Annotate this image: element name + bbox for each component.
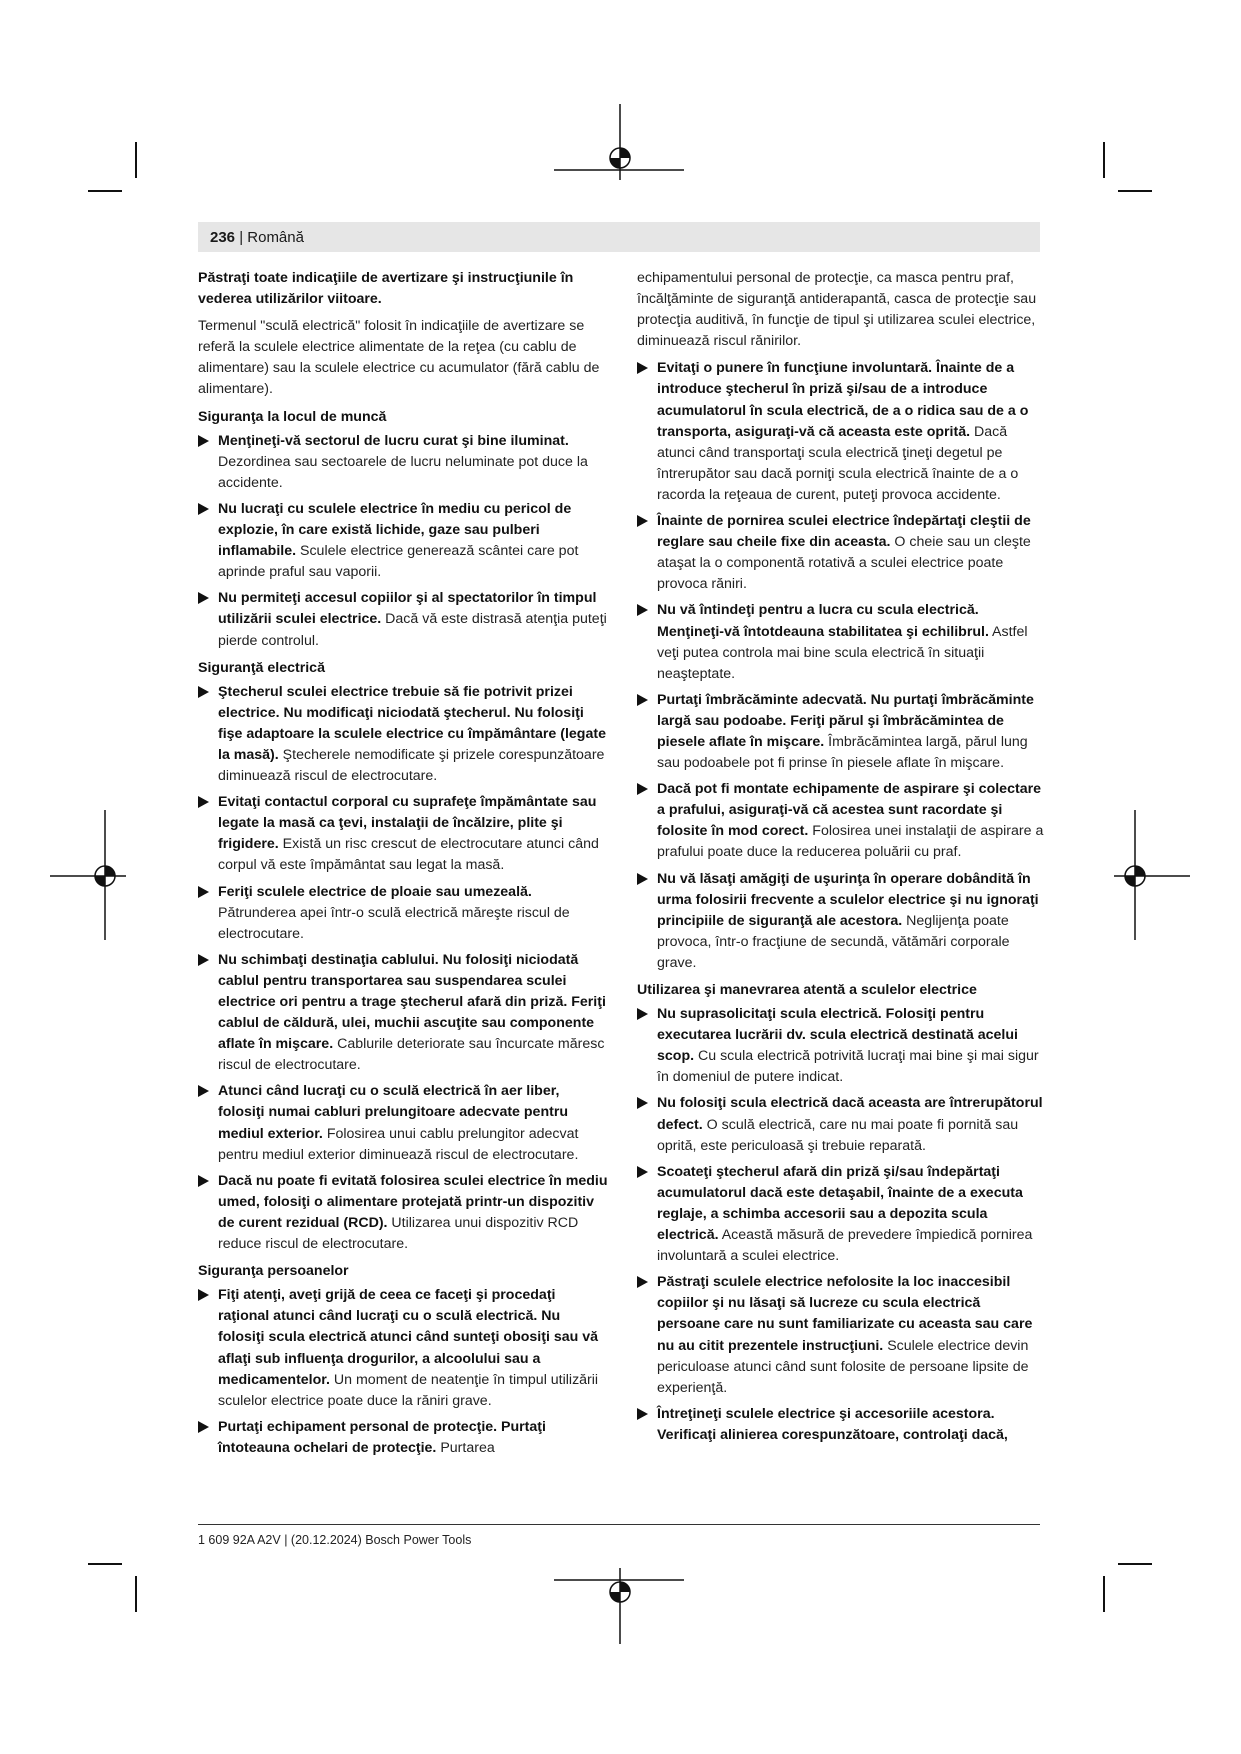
crop-mark [135, 1576, 137, 1612]
section-heading: Siguranţă electrică [198, 659, 325, 676]
right-column [637, 268, 1047, 1451]
warning-bold: Purtaţi echipament personal de protecţie. Purtaţi întoteauna ochelari de protecţie. [218, 1418, 546, 1456]
warning-item [637, 1272, 1047, 1399]
warning-text: O cheie sau un cleşte ataşat la o componentă rotativă a sculei electrice poate provoca răniri. [657, 534, 1031, 593]
bullet-arrow-icon [198, 954, 209, 966]
bullet-arrow-icon [198, 686, 209, 698]
warning-bold: Ştecherul sculei electrice trebuie să fie potrivit prizei electrice. Nu modificaţi niciodată ştecherul. Nu folosiţi fişe adaptoare la sculele electrice cu împământare (legate la masă). [218, 683, 606, 763]
warning-text: Există un risc crescut de electrocutare atunci când corpul vă este împământat sau legat la masă. [218, 836, 599, 874]
warning-bold: Scoateţi ştecherul afară din priză şi/sau îndepărtaţi acumulatorul dacă este detaşabil, înainte de a executa reglaje, a schimba accesorii sau a depozita scula electrică. [657, 1163, 1023, 1244]
warning-bold: Dacă pot fi montate echipamente de aspirare şi colectare a prafului, asiguraţi-vă că acestea sunt racordate şi folosite în mod corect. [657, 781, 1041, 840]
warning-item [198, 792, 608, 876]
bullet-arrow-icon [637, 1166, 648, 1178]
warning-text: Neglijenţa poate provoca, într-o fracţiune de secundă, vătămări corporale grave. [657, 912, 1010, 971]
warning-text: Purtarea [436, 1439, 495, 1456]
registration-mark-right [1110, 810, 1190, 940]
warning-text: O sculă electrică, care nu mai poate fi pornită sau oprită, este periculoasă şi trebuie reparată. [657, 1116, 1019, 1154]
crop-mark [1118, 190, 1152, 192]
bullet-arrow-icon [637, 515, 648, 527]
bullet-arrow-icon [637, 783, 648, 795]
warning-text: Sculele electrice devin periculoase atunci când sunt folosite de persoane lipsite de experienţă. [657, 1337, 1029, 1396]
continued-text: echipamentului personal de protecţie, ca masca pentru praf, încălţăminte de siguranţă antiderapantă, casca de protecţie sau protecţia auditivă, în funcţie de tipul şi utilizarea sculei electrice, diminuează riscul rănirilor. [637, 270, 1037, 350]
warning-bold: Nu permiteţi accesul copiilor şi al spectatorilor în timpul utilizării sculei electrice. [218, 590, 597, 628]
registration-mark-top [554, 104, 684, 184]
warning-item [637, 869, 1047, 974]
warning-bold: Menţineţi-vă sectorul de lucru curat şi bine iluminat. [218, 432, 569, 449]
bullet-arrow-icon [637, 694, 648, 706]
section-list [198, 1285, 608, 1459]
warning-item [637, 1093, 1047, 1156]
bullet-arrow-icon [198, 435, 209, 447]
bullet-arrow-icon [637, 1408, 648, 1420]
warning-item [198, 1081, 608, 1165]
warning-text: Dezordinea sau sectoarele de lucru neluminate pot duce la accidente. [218, 453, 588, 491]
bullet-arrow-icon [198, 503, 209, 515]
registration-mark-bottom [554, 1568, 684, 1648]
page-header [210, 229, 304, 246]
bullet-arrow-icon [637, 1276, 648, 1288]
warning-item [198, 588, 608, 651]
warning-item [198, 431, 608, 494]
warning-bold: Nu folosiţi scula electrică dacă aceasta are întrerupătorul defect. [657, 1095, 1043, 1133]
intro-warning: Păstraţi toate indicaţiile de avertizare şi instrucţiunile în vederea utilizărilor viitoare. [198, 270, 574, 308]
warning-text: Dacă vă este distrasă atenţia puteţi pierde controlul. [218, 611, 607, 649]
crop-mark [1103, 1576, 1105, 1612]
section-heading: Siguranţa persoanelor [198, 1263, 349, 1280]
warning-bold: Înainte de pornirea sculei electrice îndepărtaţi cleştii de reglare sau cheile fixe din aceasta. [657, 513, 1031, 551]
warning-text: Cablurile deteriorate sau încurcate măresc riscul de electrocutare. [218, 1036, 605, 1074]
warning-item [637, 690, 1047, 774]
bullet-arrow-icon [198, 1289, 209, 1301]
warning-item [637, 511, 1047, 595]
left-column [198, 268, 608, 1464]
warning-text: Sculele electrice generează scântei care pot aprinde praful sau vaporii. [218, 543, 579, 581]
warning-bold: Păstraţi sculele electrice nefolosite la loc inaccesibil copiilor şi nu lăsaţi să lucreze cu scula electrică persoane care nu sunt familiarizate cu aceasta sau care nu au citit prezentele instrucţiuni. [657, 1274, 1033, 1354]
registration-mark-left [50, 810, 130, 940]
bullet-arrow-icon [198, 1175, 209, 1187]
warning-bold: Atunci când lucraţi cu o sculă electrică în aer liber, folosiţi numai cabluri prelungitoare adecvate pentru mediul exterior. [218, 1083, 569, 1142]
warning-item [637, 1162, 1047, 1267]
crop-mark [1118, 1563, 1152, 1565]
section-list [198, 431, 608, 652]
warning-bold: Nu lucraţi cu sculele electrice în mediu cu pericol de explozie, în care există lichide, gaze sau pulberi inflamabile. [218, 500, 572, 560]
warning-bold: Purtaţi îmbrăcăminte adecvată. Nu purtaţi îmbrăcăminte largă sau podoabe. Feriţi părul şi îmbrăcămintea de piesele aflate în mişcare. [657, 691, 1034, 750]
bullet-arrow-icon [637, 362, 648, 374]
warning-item [198, 950, 608, 1077]
warning-item [198, 882, 608, 945]
crop-mark [1103, 142, 1105, 178]
warning-text: Folosirea unui cablu prelungitor adecvat pentru mediul exterior diminuează riscul de electrocutare. [218, 1125, 579, 1163]
section-list [637, 1004, 1047, 1446]
warning-text: Îmbrăcămintea largă, părul lung sau podoabele pot fi prinse în piesele aflate în mişcare. [657, 733, 1028, 772]
warning-bold: Nu suprasolicitaţi scula electrică. Folosiţi pentru executarea lucrării dv. scula electrică destinată acelui scop. [657, 1006, 1018, 1065]
bullet-arrow-icon [198, 592, 209, 604]
warning-item [198, 682, 608, 787]
warning-text: Ştecherele nemodificate şi prizele corespunzătoare diminuează riscul de electrocutare. [218, 746, 605, 785]
warning-item [198, 1171, 608, 1255]
bullet-arrow-icon [637, 604, 648, 616]
bullet-arrow-icon [637, 1097, 648, 1109]
warning-text: Folosirea unei instalaţii de aspirare a prafului poate duce la reducerea poluării cu praf. [657, 823, 1044, 861]
warning-text: Dacă atunci când transportaţi scula electrică ţineţi degetul pe întrerupător sau dacă porniţi scula electrică înainte de a o racorda la reţeaua de curent, puteţi provoca accidente. [657, 423, 1019, 503]
page-header-bar [198, 222, 1040, 252]
bullet-arrow-icon [637, 873, 648, 885]
warning-item [637, 600, 1047, 684]
section-heading: Siguranţa la locul de muncă [198, 408, 387, 425]
warning-bold: Evitaţi o punere în funcţiune involuntară. Înainte de a introduce ştecherul în priză şi/sau de a introduce acumulatorul în scula electrică, de a o ridica sau de a o transporta, asiguraţi-vă că aceasta este oprită. [657, 360, 1029, 440]
warning-item [637, 1004, 1047, 1088]
warning-item [198, 1417, 608, 1459]
header-language: | Română [239, 229, 304, 246]
bullet-arrow-icon [637, 1008, 648, 1020]
bullet-arrow-icon [198, 1085, 209, 1097]
warning-text: Utilizarea unui dispozitiv RCD reduce riscul de electrocutare. [218, 1214, 579, 1253]
warning-text: Un moment de neatenţie în timpul utilizării sculelor electrice poate duce la răniri grave. [218, 1371, 599, 1409]
bullet-arrow-icon [198, 1421, 209, 1433]
crop-mark [88, 1563, 122, 1565]
warning-bold: Nu schimbaţi destinaţia cablului. Nu folosiţi niciodată cablul pentru transportarea sau suspendarea sculei electrice ori pentru a trage ştecherul afară din priză. Feriţi cablul de căldură, ulei, muchii ascuţite sau componente aflate în mişcare. [218, 951, 606, 1053]
warning-text: Pătrunderea apei într-o sculă electrică măreşte riscul de electrocutare. [218, 904, 570, 942]
warning-item [198, 499, 608, 583]
warning-bold: Întreţineţi sculele electrice şi accesoriile acestora. Verificaţi alinierea corespunzătoare, controlaţi dacă, [657, 1405, 1008, 1443]
footer-rule [198, 1524, 1040, 1525]
warning-bold: Evitaţi contactul corporal cu suprafeţe împământate sau legate la masă ca ţevi, instalaţii de încălzire, plite şi frigidere. [218, 794, 597, 853]
section-list [198, 682, 608, 1255]
warning-text: Astfel veţi putea controla mai bine scula electrică în situaţii neaşteptate. [657, 623, 1028, 682]
crop-mark [135, 142, 137, 178]
bullet-arrow-icon [198, 796, 209, 808]
warning-bold: Dacă nu poate fi evitată folosirea sculei electrice în mediu umed, folosiţi o alimentare protejată printr-un dispozitiv de curent rezidual (RCD). [218, 1172, 608, 1231]
section-list [637, 358, 1047, 974]
section-heading: Utilizarea şi manevrarea atentă a sculelor electrice [637, 982, 977, 998]
page-number: 236 [210, 229, 236, 246]
page-footer: 1 609 92A A2V | (20.12.2024) Bosch Power Tools [198, 1533, 472, 1547]
crop-mark [88, 190, 122, 192]
warning-bold: Nu vă întindeţi pentru a lucra cu scula electrică. Menţineţi-vă întotdeauna stabilitatea şi echilibrul. [657, 602, 989, 640]
warning-text: Cu scula electrică potrivită lucraţi mai bine şi mai sigur în domeniul de putere indicat. [657, 1048, 1039, 1086]
warning-bold: Feriţi sculele electrice de ploaie sau umezeală. [218, 883, 532, 900]
warning-item [198, 1285, 608, 1412]
warning-bold: Fiţi atenţi, aveţi grijă de ceea ce faceţi şi procedaţi raţional atunci când lucraţi cu o sculă electrică. Nu folosiţi scula electrică atunci când sunteţi obosiţi sau vă aflaţi sub influenţa drogurilor, a alcoolului sau a medicamentelor. [218, 1287, 599, 1388]
warning-text: Această măsură de prevedere împiedică pornirea involuntară a sculei electrice. [657, 1227, 1033, 1265]
warning-bold: Nu vă lăsaţi amăgiţi de uşurinţa în operare dobândită în urma folosirii frecvente a sculelor electrice şi nu ignoraţi principiile de siguranţă ale acestora. [657, 870, 1039, 929]
intro-text: Termenul "sculă electrică" folosit în indicaţiile de avertizare se referă la sculele electrice alimentate de la reţea (cu cablu de alimentare) sau la sculele electrice cu acumulator (fără cablu de alimentare). [198, 318, 600, 398]
warning-item [637, 358, 1047, 506]
bullet-arrow-icon [198, 886, 209, 898]
warning-item [637, 779, 1047, 863]
warning-item [637, 1404, 1047, 1446]
